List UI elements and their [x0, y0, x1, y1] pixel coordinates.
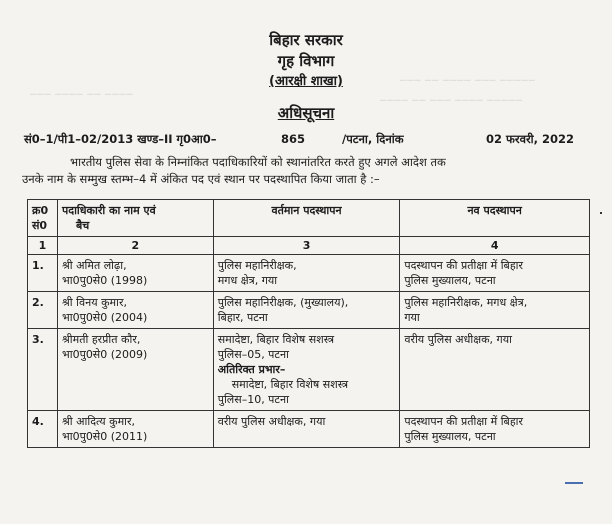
body-line: भारतीय पुलिस सेवा के निम्नांकित पदाधिकारियों को स्थानांतरित करते हुए अगले आदेश तक [70, 155, 446, 169]
additional-charge-label: अतिरिक्त प्रभार– [217, 363, 286, 376]
body-line: उनके नाम के सम्मुख स्तम्भ–4 में अंकित पद एवं स्थान पर पदस्थापित किया जाता है :– [22, 172, 380, 186]
row-sno: 2. [28, 292, 58, 329]
table-row [28, 329, 590, 411]
current-posting-cell: समादेष्टा, बिहार विशेष सशस्त्र पुलिस–05, पटना अतिरिक्त प्रभार– समादेष्टा, बिहार विशेष सशस्त्र पुलिस–10, पटना [213, 329, 400, 411]
officer-cell: श्री विनय कुमार, भा0पु0से0 (2004) [57, 292, 213, 329]
current-posting-cell: पुलिस महानिरीक्षक, मगध क्षेत्र, गया [213, 255, 400, 292]
new-posting-cell: पुलिस महानिरीक्षक, मगध क्षेत्र, गया [400, 292, 590, 329]
table-row [28, 411, 590, 448]
table-row [28, 292, 590, 329]
new-posting-cell: पदस्थापन की प्रतीक्षा में बिहार पुलिस मुख्यालय, पटना [400, 411, 590, 448]
column-number: 2 [57, 237, 213, 255]
department-title: गृह विभाग [277, 52, 335, 70]
reference-place: /पटना, दिनांक [342, 132, 404, 146]
order-number: 865 [281, 132, 306, 146]
reference-date: 02 फरवरी, 2022 [486, 132, 575, 146]
officer-cell: श्रीमती हरप्रीत कौर, भा0पु0से0 (2009) [57, 329, 213, 411]
bleed-through: ▁▁▁ ▁▁▁▁ ▁▁ ▁▁▁▁ [30, 86, 134, 95]
notification-title: अधिसूचना [277, 104, 335, 122]
ink-dot [600, 212, 602, 214]
row-sno: 1. [28, 255, 58, 292]
officer-cell: श्री आदित्य कुमार, भा0पु0से0 (2011) [57, 411, 213, 448]
table-header-row [28, 200, 590, 237]
header-officer: पदाधिकारी का नाम एवं बैच [57, 200, 213, 237]
section-title: (आरक्षी शाखा) [269, 74, 343, 89]
row-sno: 4. [28, 411, 58, 448]
pen-mark [565, 482, 583, 484]
header-new-posting: नव पदस्थापन [400, 200, 590, 237]
table-row [28, 255, 590, 292]
column-number: 1 [28, 237, 58, 255]
reference-number: सं0–1/पी1–02/2013 खण्ड–II गृ0आ0– [24, 132, 217, 146]
current-posting-cell: पुलिस महानिरीक्षक, (मुख्यालय), बिहार, पटना [213, 292, 400, 329]
notification-body [22, 154, 602, 188]
transfer-table [27, 199, 590, 448]
column-number-row [28, 237, 590, 255]
column-number: 4 [400, 237, 590, 255]
officer-cell: श्री अमित लोढ़ा, भा0पु0से0 (1998) [57, 255, 213, 292]
government-title: बिहार सरकार [269, 31, 343, 49]
header-sno: क्र0 सं0 [28, 200, 58, 237]
current-posting-cell: वरीय पुलिस अधीक्षक, गया [213, 411, 400, 448]
header-current-posting: वर्तमान पदस्थापन [213, 200, 400, 237]
new-posting-cell: पदस्थापन की प्रतीक्षा में बिहार पुलिस मुख्यालय, पटना [400, 255, 590, 292]
column-number: 3 [213, 237, 400, 255]
bleed-through: ▁▁▁ ▁▁ ▁▁▁▁ ▁▁▁ ▁▁▁▁▁ [400, 72, 536, 81]
bleed-through: ▁▁▁▁ ▁▁ ▁▁▁ ▁▁▁▁ ▁▁▁▁▁ [380, 92, 523, 101]
new-posting-cell: वरीय पुलिस अधीक्षक, गया [400, 329, 590, 411]
row-sno: 3. [28, 329, 58, 411]
